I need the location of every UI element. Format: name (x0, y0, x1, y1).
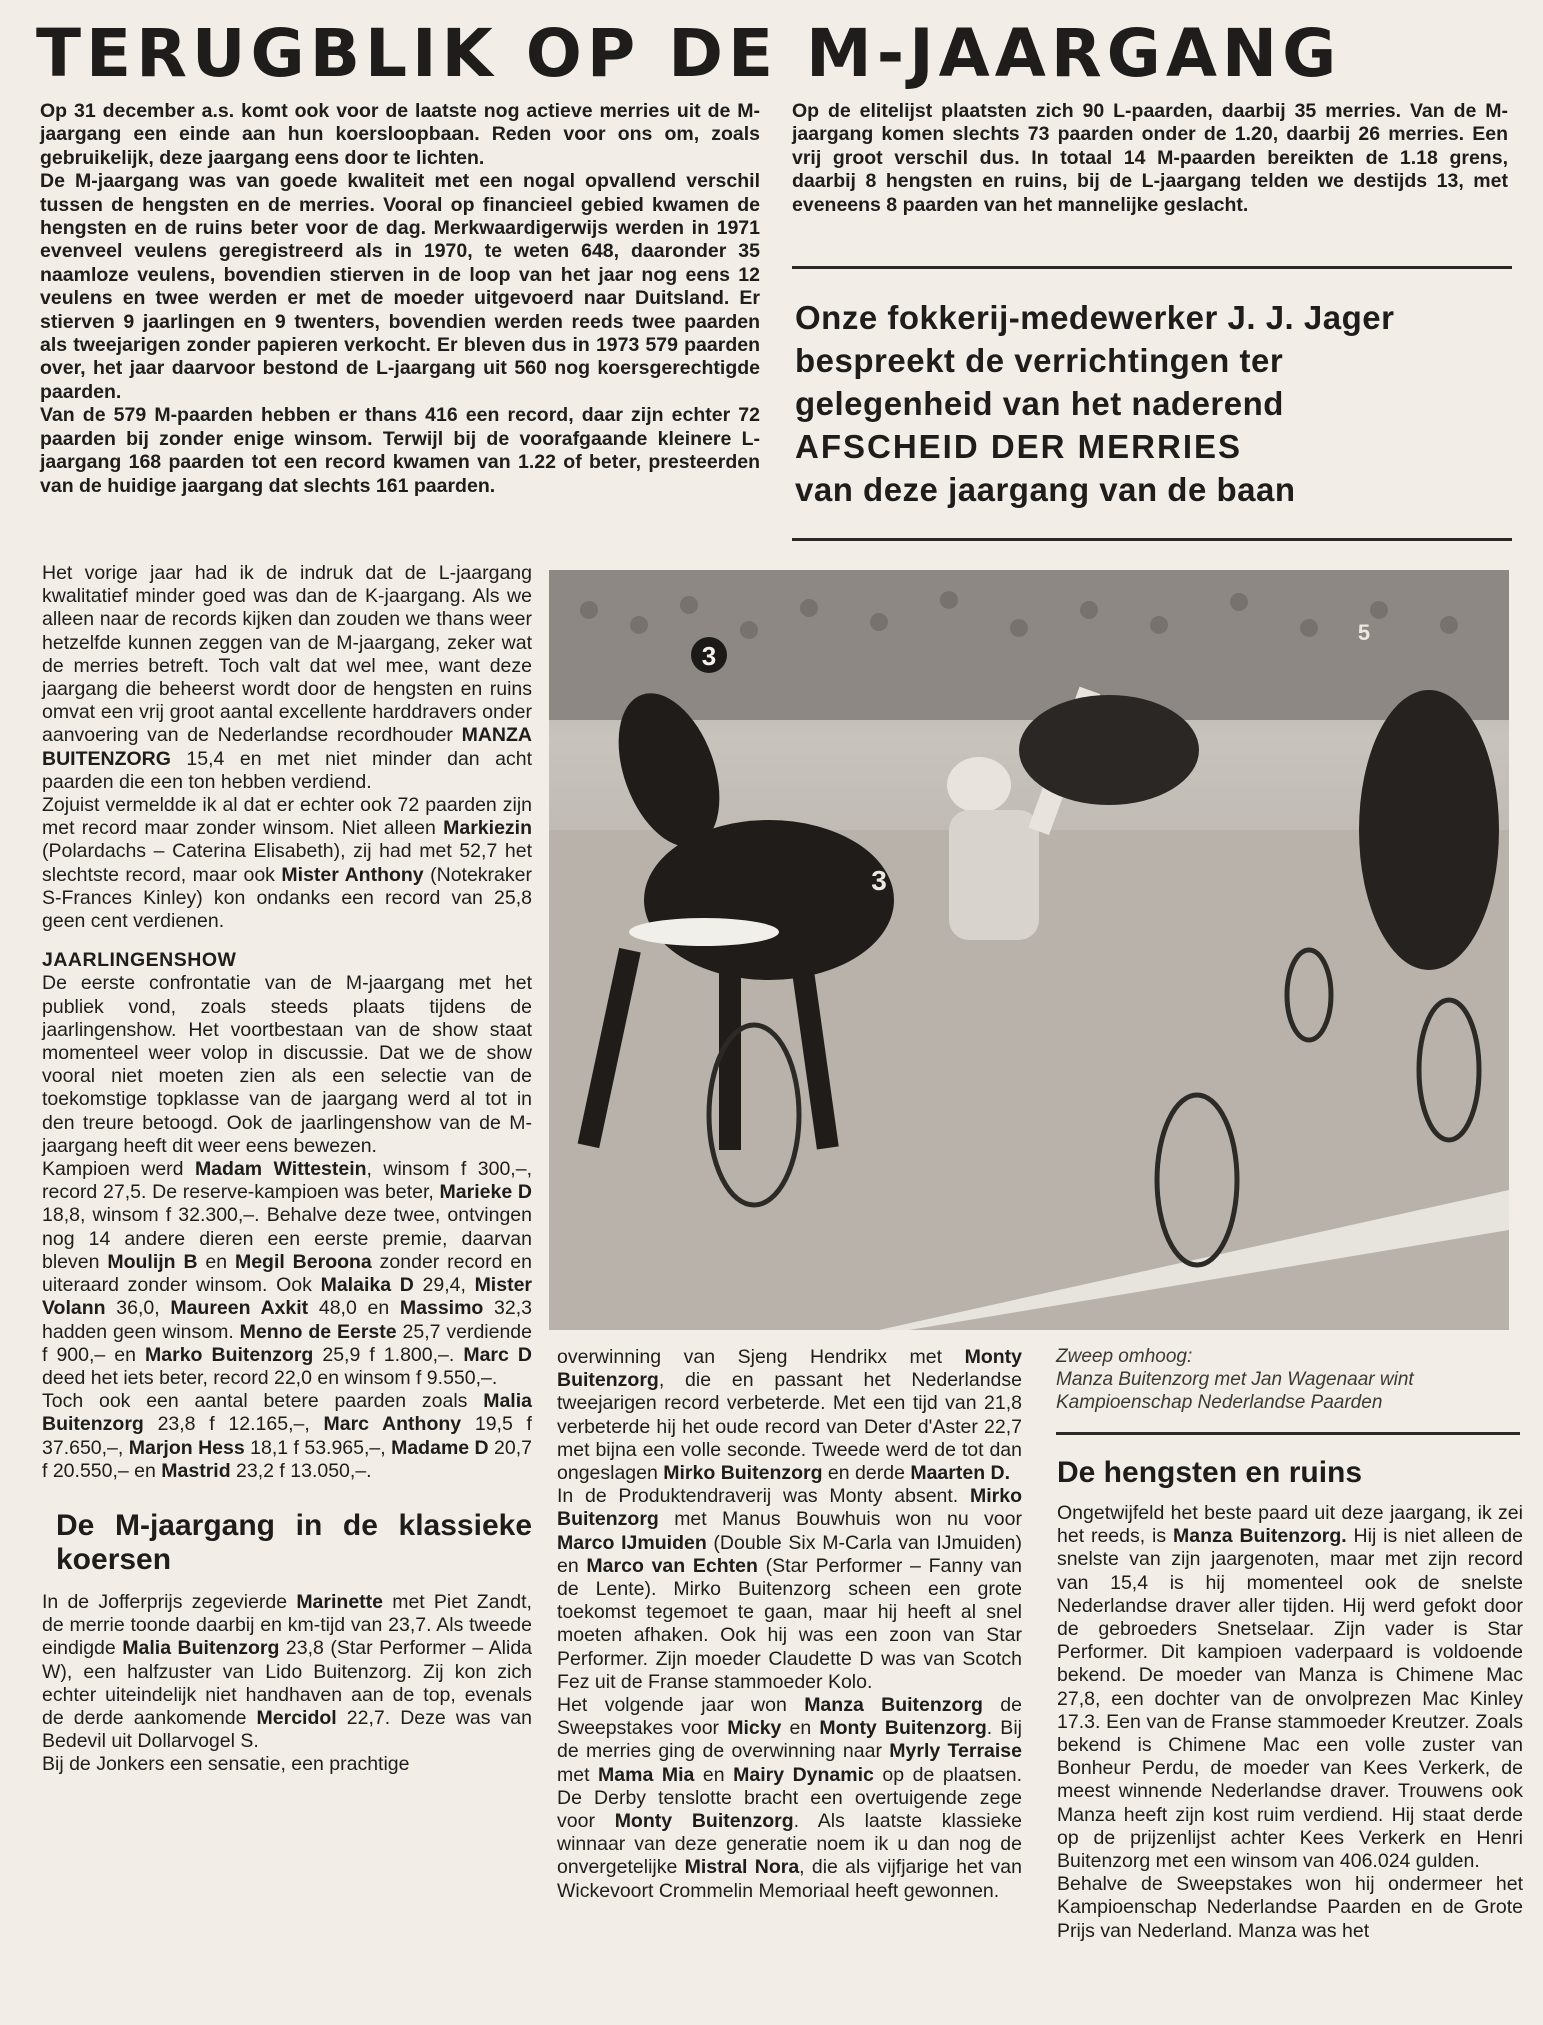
intro-left (40, 100, 760, 498)
section-heading: JAARLINGENSHOW (42, 949, 237, 972)
tagline-line: gelegenheid van het naderend (795, 385, 1284, 422)
intro-right (792, 100, 1508, 217)
paragraph: Behalve de Sweepstakes won hij ondermeer het Kampioenschap Nederlandse Paarden en de Grote Prijs van Nederland. Manza was het (1057, 1873, 1523, 1942)
tagline-line: AFSCHEID DER MERRIES (795, 428, 1243, 465)
tagline-line: van deze jaargang van de baan (795, 471, 1296, 508)
column-2 (557, 1346, 1022, 1903)
column-1 (42, 562, 532, 1777)
paragraph: De eerste confrontatie van de M-jaargang met het publiek vond, zoals steeds plaats tijdens de jaarlingenshow. Het voortbestaan van de show staat momenteel weer volop in discussie. Dat we de show vooral niet moeten zien als een selectie van de toekomstige topklasse van de jaargang werd al tot in den treure betoogd. Ook de jaarlingenshow van de M-jaargang heeft dit weer eens bewezen. (42, 972, 532, 1157)
paragraph: Bij de Jonkers een sensatie, een prachtige (42, 1753, 410, 1776)
author-tagline (795, 296, 1515, 511)
horse-name: MANZA BUITENZORG (42, 724, 532, 770)
intro-paragraph: Van de 579 M-paarden hebben er thans 416 een record, daar zijn echter 72 paarden bij zonder enige winsom. Terwijl bij de voorafgaande kleinere L-jaargang 168 paarden tot een record kwamen van 1.22 of beter, presteerden van de huidige jaargang dat slechts 161 paarden. (40, 404, 760, 497)
paragraph: In de Jofferprijs zegevierde Marinette met Piet Zandt, de merrie toonde daarbij en km-tijd van 23,7. Als tweede eindigde Malia Buitenzorg 23,8 (Star Performer – Alida W), een halfzuster van Lido Buitenzorg. Zij kon zich echter uiteindelijk niet handhaven aan de top, evenals de derde aankomende Mercidol 22,7. Deze was van Bedevil uit Dollarvogel S. (42, 1590, 533, 1753)
saddle-number: 5 (1357, 620, 1371, 645)
intro-paragraph: De M-jaargang was van goede kwaliteit met een nogal opvallend verschil tussen de hengsten en de merries. Vooral op financieel gebied kwamen de hengsten en de ruins beter voor de dag. Merkwaardigerwijs werden in 1971 evenveel veulens geregistreerd als in 1970, te weten 648, daaronder 35 naamloze veulens, bovendien stierven in de loop van het jaar nog eens 12 veulens en twee werden er met de moeder uitgevoerd naar Duitsland. Er stierven 9 jaarlingen en 9 twenters, bovendien werden reeds twee paarden als tweejarigen zonder papieren verkocht. Er bleven dus in 1973 579 paarden over, het jaar daarvoor bestond de L-jaargang uit 560 nog koersgerechtigde paarden. (40, 170, 760, 403)
caption-line: Zweep omhoog: (1056, 1346, 1193, 1367)
saddle-number: 3 (871, 865, 887, 896)
saddle-number: 3 (701, 641, 717, 671)
divider (792, 538, 1512, 541)
tagline-line: Onze fokkerij-medewerker J. J. Jager (795, 299, 1395, 336)
horse-name: Markiezin (443, 817, 532, 840)
paragraph: Het volgende jaar won Manza Buitenzorg de Sweepstakes voor Micky en Monty Buitenzorg. Bij de merries ging de overwinning naar Myrly Terraise met Mama Mia en Mairy Dynamic op de plaatsen. De Derby tenslotte bracht een overtuigende zege voor Monty Buitenzorg. Als laatste klassieke winnaar van deze generatie noem ik u dan nog de onvergetelijke Mistral Nora, die als vijfjarige het van Wickevoort Crommelin Memoriaal heeft gewonnen. (557, 1694, 1022, 1902)
divider (792, 266, 1512, 269)
tagline-line: bespreekt de verrichtingen ter (795, 342, 1284, 379)
section-heading: De hengsten en ruins (1057, 1456, 1363, 1489)
paragraph: overwinning van Sjeng Hendrikx met Monty Buitenzorg, die en passant het Nederlandse tweejarigen record verbeterde. Met een tijd van 21,8 verbeterde hij het oude record van Deter d'Aster 22,7 met bijna een volle seconde. Tweede werd de tot dan ongeslagen Mirko Buitenzorg en derde Maarten D. (557, 1346, 1022, 1485)
paragraph: Toch ook een aantal betere paarden zoals Malia Buitenzorg 23,8 f 12.165,–, Marc Anthony 19,5 f 37.650,–, Marjon Hess 18,1 f 53.965,–, Madame D 20,7 f 20.550,– en Mastrid 23,2 f 13.050,–. (42, 1390, 532, 1482)
intro-paragraph: Op de elitelijst plaatsten zich 90 L-paarden, daarbij 35 merries. Van de M-jaargang komen slechts 73 paarden onder de 1.20, daarbij 26 merries. Een vrij groot verschil dus. In totaal 14 M-paarden bereikten de 1.18 grens, daarbij 8 hengsten en ruins, bij de L-jaargang telden we destijds 13, met eveneens 8 paarden van het mannelijke geslacht. (792, 100, 1508, 216)
paragraph: In de Produktendraverij was Monty absent. Mirko Buitenzorg met Manus Bouwhuis won nu voor Marco IJmuiden (Double Six M-Carla van IJmuiden) en Marco van Echten (Star Performer – Fanny van de Lente). Mirko Buitenzorg scheen een grote toekomst tegemoet te gaan, maar hij heeft al snel moeten afhaken. Ook hij was een zoon van Star Performer. Zijn moeder Claudette D was van Scotch Fez uit de Franse stammoeder Kolo. (557, 1485, 1022, 1693)
paragraph: Ongetwijfeld het beste paard uit deze jaargang, ik zei het reeds, is Manza Buitenzorg. Hij is niet alleen de snelste van zijn jaargenoten, maar met zijn record van 15,4 is hij momenteel ook de snelste Nederlandse draver aller tijden. Hij werd gefokt door de gebroeders Snetselaar. Zijn vader is Star Performer. Dit kampioen vaderpaard is voldoende bekend. De moeder van Manza is Chimene Mac 27,8, een dochter van de onvolprezen Mac Kinley 17.3. Een van de Franse stammoeder Kreutzer. Zoals bekend is Chimene Mac een volle zuster van Bonheur Perdu, de moeder van Kees Verkerk, de meest winnende Nederlandse draver. Trouwens ook Manza heeft zijn kost ruim verdiend. Hij staat derde op de prijzenlijst achter Kees Verkerk en Henri Buitenzorg met een winsom van 406.024 gulden. (1057, 1502, 1524, 1873)
paragraph: Het vorige jaar had ik de indruk dat de L-jaargang kwalitatief minder goed was dan de K-jaargang. Als we alleen naar de records kijken dan zouden we thans weer hetzelfde kunnen zeggen van de M-jaargang, zeker wat de merries betreft. Toch valt dat wel mee, want deze jaargang die beheerst wordt door de hengsten en ruins omvat een vrij groot aantal excellente harddravers onder aanvoering van de Nederlandse recordhouder MANZA BUITENZORG 15,4 en met niet minder dan acht paarden die een ton hebben verdiend. (42, 562, 532, 793)
horse-name: Mister Anthony (281, 863, 424, 886)
divider (1056, 1432, 1520, 1435)
race-photo (549, 570, 1509, 1330)
caption-line: Manza Buitenzorg met Jan Wagenaar wint Kampioenschap Nederlandse Paarden (1056, 1369, 1414, 1413)
photo-caption (1056, 1345, 1526, 1414)
paragraph: Kampioen werd Madam Wittestein, winsom f 300,–, record 27,5. De reserve-kampioen was beter, Marieke D 18,8, winsom f 32.300,–. Behalve deze twee, ontvingen nog 14 andere dieren een eerste premie, daarvan bleven Moulijn B en Megil Beroona zonder record en uiteraard zonder winsom. Ook Malaika D 29,4, Mister Volann 36,0, Maureen Axkit 48,0 en Massimo 32,3 hadden geen winsom. Menno de Eerste 25,7 verdiende f 900,– en Marko Buitenzorg 25,9 f 1.800,–. Marc D deed het iets beter, record 22,0 en winsom f 9.550,–. (42, 1158, 533, 1389)
horse-photo-illustration (549, 570, 1509, 1330)
column-3 (1057, 1456, 1523, 1943)
paragraph: Zojuist vermeldde ik al dat er echter ook 72 paarden zijn met record maar zonder winsom. Niet alleen Markiezin (Polardachs – Caterina Elisabeth), zij had met 52,7 het slechtste record, maar ook Mister Anthony (Notekraker S-Frances Kinley) kon ondanks een record van 25,8 geen cent verdienen. (42, 794, 532, 933)
page-title: TERUGBLIK OP DE M-JAARGANG (36, 15, 1342, 92)
intro-paragraph: Op 31 december a.s. komt ook voor de laatste nog actieve merries uit de M-jaargang een einde aan hun koersloopbaan. Reden voor ons om, zoals gebruikelijk, deze jaargang eens door te lichten. (40, 100, 760, 169)
section-heading: De M-jaargang in de klassieke koersen (56, 1508, 532, 1576)
